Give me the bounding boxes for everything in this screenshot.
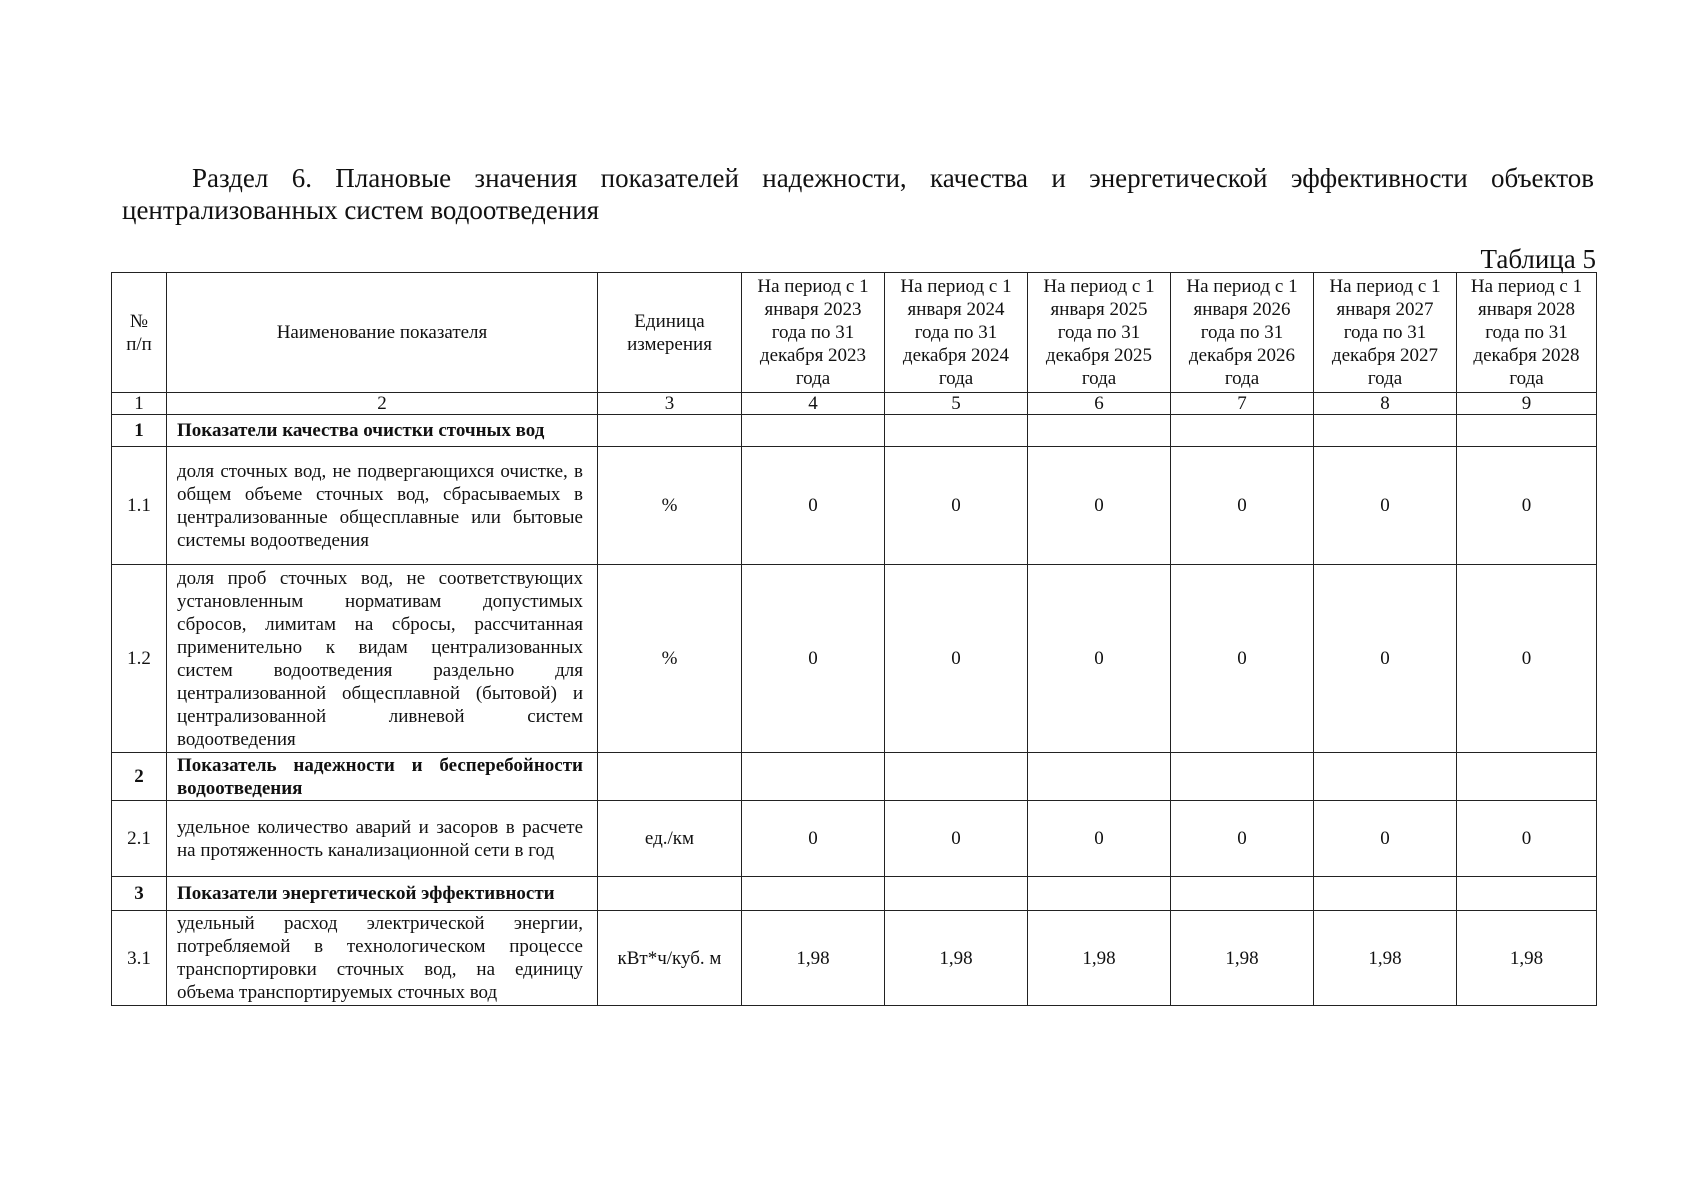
- value-2027: 1,98: [1314, 911, 1457, 1006]
- value-2028: 1,98: [1457, 911, 1597, 1006]
- empty-cell: [1028, 415, 1171, 447]
- indicator-name: доля сточных вод, не подвергающихся очистке, в общем объеме сточных вод, сбрасываемых в централизованные общесплавные или бытовые системы водоотведения: [167, 447, 598, 565]
- empty-cell: [1314, 753, 1457, 801]
- indicator-row: [112, 801, 1597, 877]
- header-period-2027: На период с 1 января 2027 года по 31 декабря 2027 года: [1314, 273, 1457, 393]
- value-2025: 1,98: [1028, 911, 1171, 1006]
- value-2024: 0: [885, 447, 1028, 565]
- column-number-row: [112, 393, 1597, 415]
- empty-cell: [598, 753, 742, 801]
- column-number: 2: [167, 393, 598, 415]
- unit-cell: ед./км: [598, 801, 742, 877]
- table-label: Таблица 5: [1480, 244, 1596, 274]
- value-2025: 0: [1028, 447, 1171, 565]
- value-2024: 0: [885, 801, 1028, 877]
- empty-cell: [1028, 877, 1171, 911]
- indicator-name: удельное количество аварий и засоров в расчете на протяженность канализационной сети в год: [167, 801, 598, 877]
- empty-cell: [1171, 415, 1314, 447]
- column-number: 1: [112, 393, 167, 415]
- column-number: 5: [885, 393, 1028, 415]
- header-period-2023: На период с 1 января 2023 года по 31 декабря 2023 года: [742, 273, 885, 393]
- value-2027: 0: [1314, 565, 1457, 753]
- indicators-table: [111, 272, 1597, 1006]
- header-period-2028: На период с 1 января 2028 года по 31 декабря 2028 года: [1457, 273, 1597, 393]
- indicator-row: [112, 911, 1597, 1006]
- value-2023: 0: [742, 565, 885, 753]
- row-number: 3.1: [112, 911, 167, 1006]
- indicator-name: удельный расход электрической энергии, потребляемой в технологическом процессе транспортировки сточных вод, на единицу объема транспортируемых сточных вод: [167, 911, 598, 1006]
- section-heading: [122, 162, 1594, 226]
- header-period-2025: На период с 1 января 2025 года по 31 декабря 2025 года: [1028, 273, 1171, 393]
- indicator-row: [112, 565, 1597, 753]
- header-row: [112, 273, 1597, 393]
- section-heading-text: Раздел 6. Плановые значения показателей надежности, качества и энергетической эффективности объектов централизованных систем водоотведения: [122, 163, 1594, 225]
- header-period-2026: На период с 1 января 2026 года по 31 декабря 2026 года: [1171, 273, 1314, 393]
- value-2026: 1,98: [1171, 911, 1314, 1006]
- value-2026: 0: [1171, 447, 1314, 565]
- column-number: 7: [1171, 393, 1314, 415]
- row-number: 1.1: [112, 447, 167, 565]
- empty-cell: [742, 753, 885, 801]
- value-2023: 1,98: [742, 911, 885, 1006]
- value-2025: 0: [1028, 565, 1171, 753]
- empty-cell: [885, 753, 1028, 801]
- value-2023: 0: [742, 801, 885, 877]
- empty-cell: [885, 877, 1028, 911]
- section-title: Показатели качества очистки сточных вод: [167, 415, 598, 447]
- value-2027: 0: [1314, 447, 1457, 565]
- value-2024: 1,98: [885, 911, 1028, 1006]
- column-number: 6: [1028, 393, 1171, 415]
- section-row: [112, 753, 1597, 801]
- value-2026: 0: [1171, 565, 1314, 753]
- header-name: Наименование показателя: [167, 273, 598, 393]
- empty-cell: [1314, 415, 1457, 447]
- empty-cell: [742, 877, 885, 911]
- value-2027: 0: [1314, 801, 1457, 877]
- row-number: 1.2: [112, 565, 167, 753]
- value-2026: 0: [1171, 801, 1314, 877]
- empty-cell: [885, 415, 1028, 447]
- empty-cell: [1171, 877, 1314, 911]
- value-2028: 0: [1457, 801, 1597, 877]
- unit-cell: кВт*ч/куб. м: [598, 911, 742, 1006]
- column-number: 3: [598, 393, 742, 415]
- empty-cell: [1028, 753, 1171, 801]
- empty-cell: [1171, 753, 1314, 801]
- value-2028: 0: [1457, 447, 1597, 565]
- value-2024: 0: [885, 565, 1028, 753]
- value-2025: 0: [1028, 801, 1171, 877]
- empty-cell: [1314, 877, 1457, 911]
- indicator-row: [112, 447, 1597, 565]
- section-row: [112, 877, 1597, 911]
- row-number: 2: [112, 753, 167, 801]
- empty-cell: [742, 415, 885, 447]
- value-2023: 0: [742, 447, 885, 565]
- empty-cell: [1457, 877, 1597, 911]
- empty-cell: [1457, 753, 1597, 801]
- section-title: Показатель надежности и бесперебойности водоотведения: [167, 753, 598, 801]
- row-number: 2.1: [112, 801, 167, 877]
- column-number: 8: [1314, 393, 1457, 415]
- header-period-2024: На период с 1 января 2024 года по 31 декабря 2024 года: [885, 273, 1028, 393]
- indicator-name: доля проб сточных вод, не соответствующих установленным нормативам допустимых сбросов, лимитам на сбросы, рассчитанная применительно к видам централизованных систем водоотведения раздельно для централизованной общесплавной (бытовой) и централизованной ливневой систем водоотведения: [167, 565, 598, 753]
- empty-cell: [1457, 415, 1597, 447]
- unit-cell: %: [598, 447, 742, 565]
- column-number: 4: [742, 393, 885, 415]
- section-title: Показатели энергетической эффективности: [167, 877, 598, 911]
- empty-cell: [598, 415, 742, 447]
- row-number: 1: [112, 415, 167, 447]
- empty-cell: [598, 877, 742, 911]
- header-unit: Единица измерения: [598, 273, 742, 393]
- column-number: 9: [1457, 393, 1597, 415]
- section-row: [112, 415, 1597, 447]
- value-2028: 0: [1457, 565, 1597, 753]
- row-number: 3: [112, 877, 167, 911]
- header-num: № п/п: [112, 273, 167, 393]
- unit-cell: %: [598, 565, 742, 753]
